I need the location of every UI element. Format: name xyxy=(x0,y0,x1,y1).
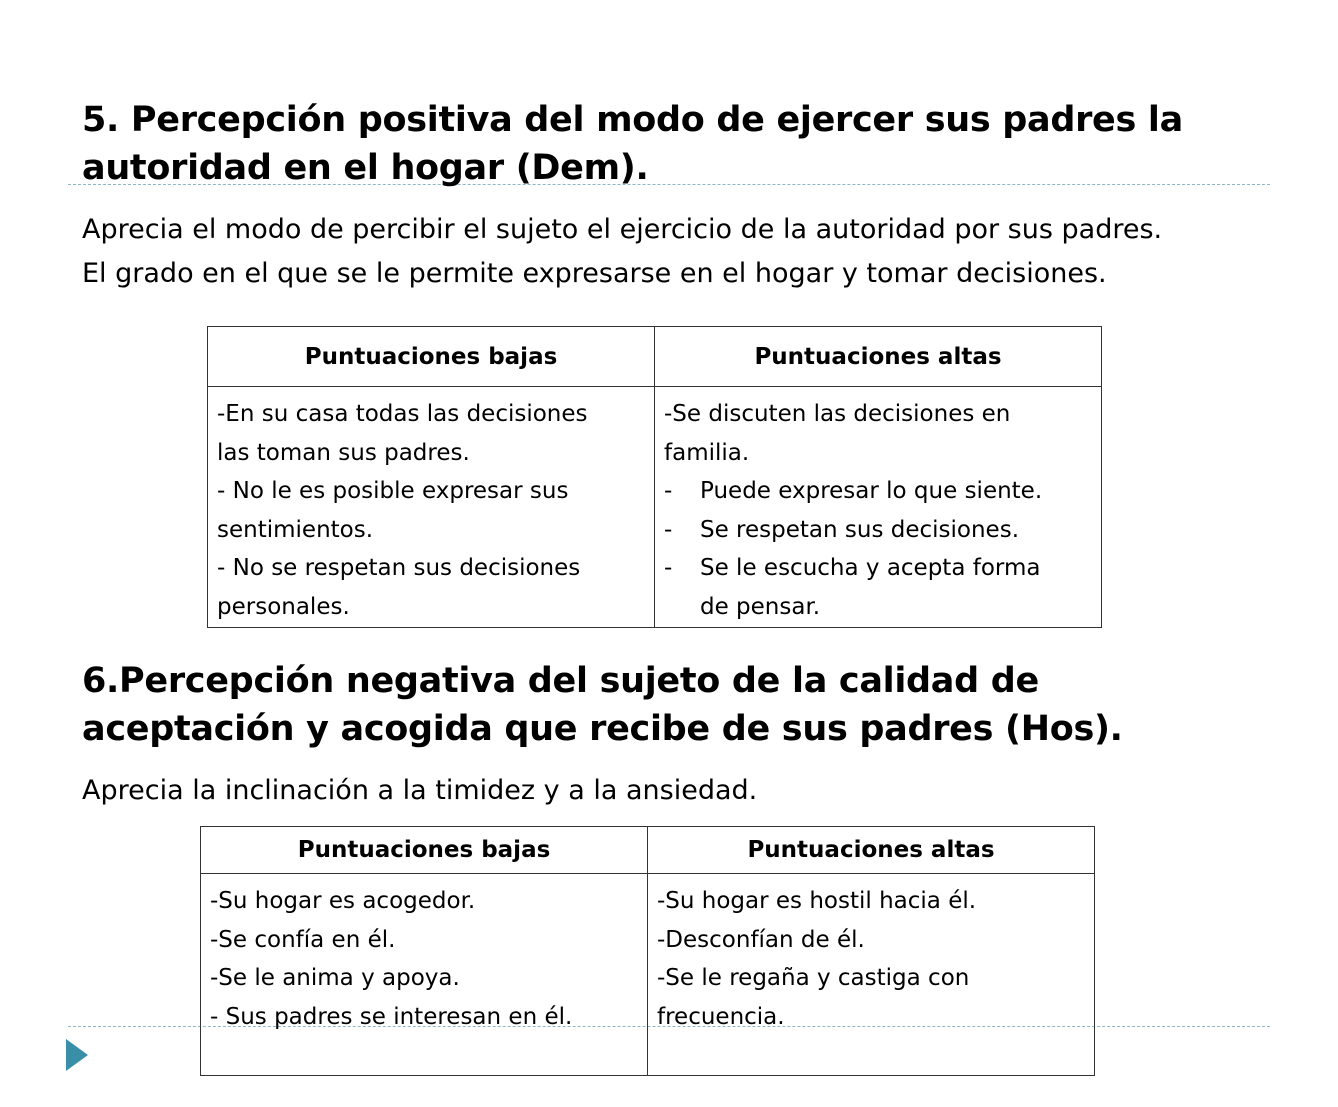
section5-desc-line1: Aprecia el modo de percibir el sujeto el ejercicio de la autoridad por sus padres. xyxy=(82,214,1163,245)
section6-title xyxy=(82,657,1123,753)
section5-low-line: - No le es posible expresar sus xyxy=(217,478,569,504)
section6-cell-high xyxy=(648,874,1095,1076)
section5-low-line: -En su casa todas las decisiones xyxy=(217,401,588,427)
section5-high-bullet xyxy=(664,472,1092,511)
section5-title-line2: autoridad en el hogar (Dem). xyxy=(82,148,649,188)
section6-low-line: - Sus padres se interesan en él. xyxy=(210,1003,573,1030)
section5-title-line1: 5. Percepción positiva del modo de ejercer sus padres la xyxy=(82,100,1183,140)
section6-header-high: Puntuaciones altas xyxy=(648,827,1095,874)
section5-table xyxy=(207,326,1102,628)
section5-header-low: Puntuaciones bajas xyxy=(208,327,655,387)
bullet-text: Puede expresar lo que siente. xyxy=(700,478,1043,504)
section6-header-low: Puntuaciones bajas xyxy=(201,827,648,874)
section5-low-line: personales. xyxy=(217,593,350,620)
section5-high-bullet xyxy=(664,511,1092,550)
section6-low-line: -Se le anima y apoya. xyxy=(210,965,460,991)
section6-high-line: frecuencia. xyxy=(657,1003,785,1030)
section6-high-line: -Su hogar es hostil hacia él. xyxy=(657,888,977,914)
bullet-text: Se respetan sus decisiones. xyxy=(700,516,1020,543)
bullet-dash: - xyxy=(664,516,673,543)
section5-high-bullet xyxy=(664,549,1092,588)
section5-header-high: Puntuaciones altas xyxy=(655,327,1102,387)
section6-low-line: -Su hogar es acogedor. xyxy=(210,888,476,914)
section6-low-line: -Se confía en él. xyxy=(210,926,396,953)
section5-low-line: las toman sus padres. xyxy=(217,439,470,466)
section6-title-line2: aceptación y acogida que recibe de sus padres (Hos). xyxy=(82,709,1123,749)
section6-high-line: -Desconfían de él. xyxy=(657,926,865,953)
section6-title-line1: 6.Percepción negativa del sujeto de la calidad de xyxy=(82,661,1039,701)
section5-high-intro: familia. xyxy=(664,439,750,466)
section5-cell-high xyxy=(655,387,1102,628)
bullet-text: Se le escucha y acepta forma xyxy=(700,555,1041,581)
section5-cell-low xyxy=(208,387,655,628)
section5-desc-line2: El grado en el que se le permite expresarse en el hogar y tomar decisiones. xyxy=(82,258,1107,289)
section5-low-line: sentimientos. xyxy=(217,516,374,543)
section6-cell-low xyxy=(201,874,648,1076)
section5-high-intro: -Se discuten las decisiones en xyxy=(664,401,1011,427)
bullet-dash: - xyxy=(664,555,673,581)
bullet-dash: - xyxy=(664,478,673,504)
section5-description xyxy=(82,208,1162,296)
triangle-right-icon[interactable] xyxy=(64,1038,90,1072)
section6-high-line: -Se le regaña y castiga con xyxy=(657,965,970,991)
section6-desc-line1: Aprecia la inclinación a la timidez y a la ansiedad. xyxy=(82,775,758,806)
section5-title xyxy=(82,96,1183,192)
section5-low-line: - No se respetan sus decisiones xyxy=(217,555,581,581)
section6-table xyxy=(200,826,1095,1076)
section5-high-bullet-continuation: de pensar. xyxy=(700,593,821,620)
section6-description xyxy=(82,769,757,813)
